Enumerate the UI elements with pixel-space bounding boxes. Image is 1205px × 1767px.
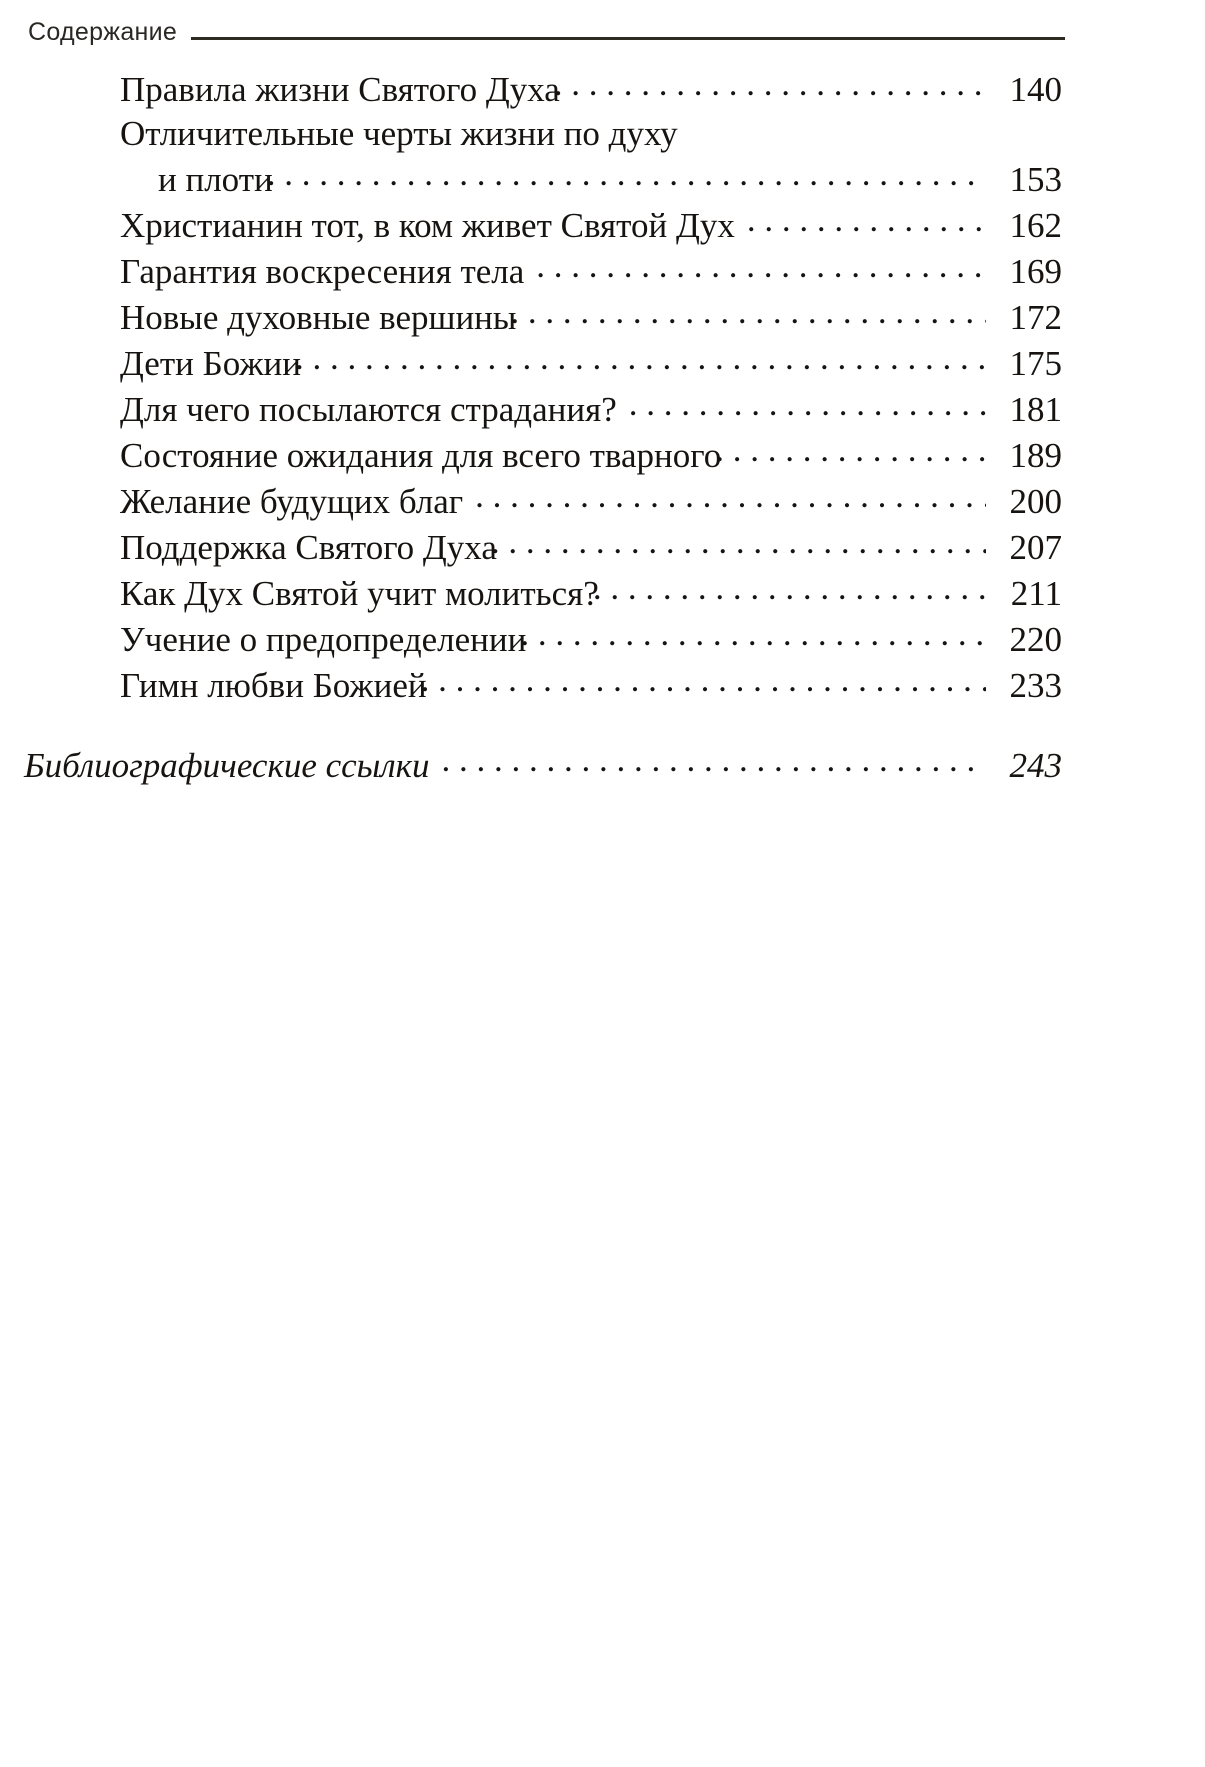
toc-entry-page-number: 153 (1009, 160, 1062, 199)
toc-entry-title: Гарантия воскресения тела (120, 252, 525, 291)
toc-entry-title: Состояние ожидания для всего тварного (120, 436, 722, 475)
toc-entry[interactable] (0, 112, 1205, 156)
toc-entry-title: Для чего посылаются страдания? (120, 390, 617, 429)
toc-leader-dots (520, 616, 986, 651)
toc-leader-dots (593, 570, 986, 605)
toc-leader-dots (267, 156, 986, 191)
toc-leader-dots (421, 662, 986, 697)
toc-entry-title: Правила жизни Святого Духа (120, 70, 560, 109)
toc-entry-page-number: 140 (1009, 70, 1062, 109)
toc-entry-page-number: 181 (1009, 390, 1062, 429)
toc-leader-dots (747, 202, 986, 237)
toc-entry[interactable] (0, 340, 1205, 386)
toc-leader-dots (475, 478, 986, 513)
toc-entry[interactable] (0, 432, 1205, 478)
toc-entry[interactable] (0, 616, 1205, 662)
toc-leader-dots (491, 524, 986, 559)
table-of-contents (0, 66, 1205, 788)
toc-leader-dots (510, 294, 986, 329)
toc-leader-dots (442, 742, 986, 777)
toc-entry-title: Учение о предопределении (120, 620, 527, 659)
toc-entry[interactable] (0, 202, 1205, 248)
toc-entry-page-number: 169 (1009, 252, 1062, 291)
toc-entry-title: Отличительные черты жизни по духу (120, 114, 678, 153)
running-head-label: Содержание (28, 17, 178, 46)
toc-entry-page-number: 233 (1009, 666, 1062, 705)
toc-leader-dots (715, 432, 986, 467)
running-head (28, 12, 1065, 52)
toc-entry[interactable] (0, 478, 1205, 524)
toc-leader-dots (554, 66, 986, 101)
toc-entry-title: Желание будущих благ (120, 482, 464, 521)
toc-entry[interactable] (0, 662, 1205, 708)
toc-entry[interactable] (0, 156, 1205, 202)
toc-entry-title: Библиографические ссылки (24, 746, 430, 785)
toc-entry-page-number: 220 (1009, 620, 1062, 659)
toc-entry-title: Гимн любви Божией (120, 666, 427, 705)
toc-entry-page-number: 207 (1009, 528, 1062, 567)
toc-entry-title: Христианин тот, в ком живет Святой Дух (120, 206, 735, 245)
toc-entry[interactable] (0, 248, 1205, 294)
toc-entry[interactable] (0, 570, 1205, 616)
toc-leader-dots (536, 248, 986, 283)
toc-entry-title: Поддержка Святого Духа (120, 528, 497, 567)
toc-entry-title: Новые духовные вершины (120, 298, 517, 337)
toc-entry-title: и плоти (158, 160, 273, 199)
toc-leader-dots (295, 340, 986, 375)
toc-entry-page-number: 211 (1010, 574, 1062, 613)
toc-entry[interactable] (0, 294, 1205, 340)
toc-entry-page-number: 200 (1009, 482, 1062, 521)
toc-entry[interactable] (0, 66, 1205, 112)
toc-entry-page-number: 175 (1009, 344, 1062, 383)
toc-leader-dots (629, 386, 986, 421)
toc-entry-page-number: 189 (1009, 436, 1062, 475)
toc-entry[interactable] (0, 524, 1205, 570)
toc-entry-bibliography[interactable] (0, 742, 1205, 788)
toc-entry-page-number: 243 (1009, 746, 1062, 785)
toc-entry-title: Как Дух Святой учит молиться? (120, 574, 599, 613)
toc-entry-page-number: 172 (1009, 298, 1062, 337)
toc-entry-page-number: 162 (1009, 206, 1062, 245)
header-rule (191, 37, 1065, 40)
toc-entry-title: Дети Божии (120, 344, 301, 383)
toc-entry[interactable] (0, 386, 1205, 432)
